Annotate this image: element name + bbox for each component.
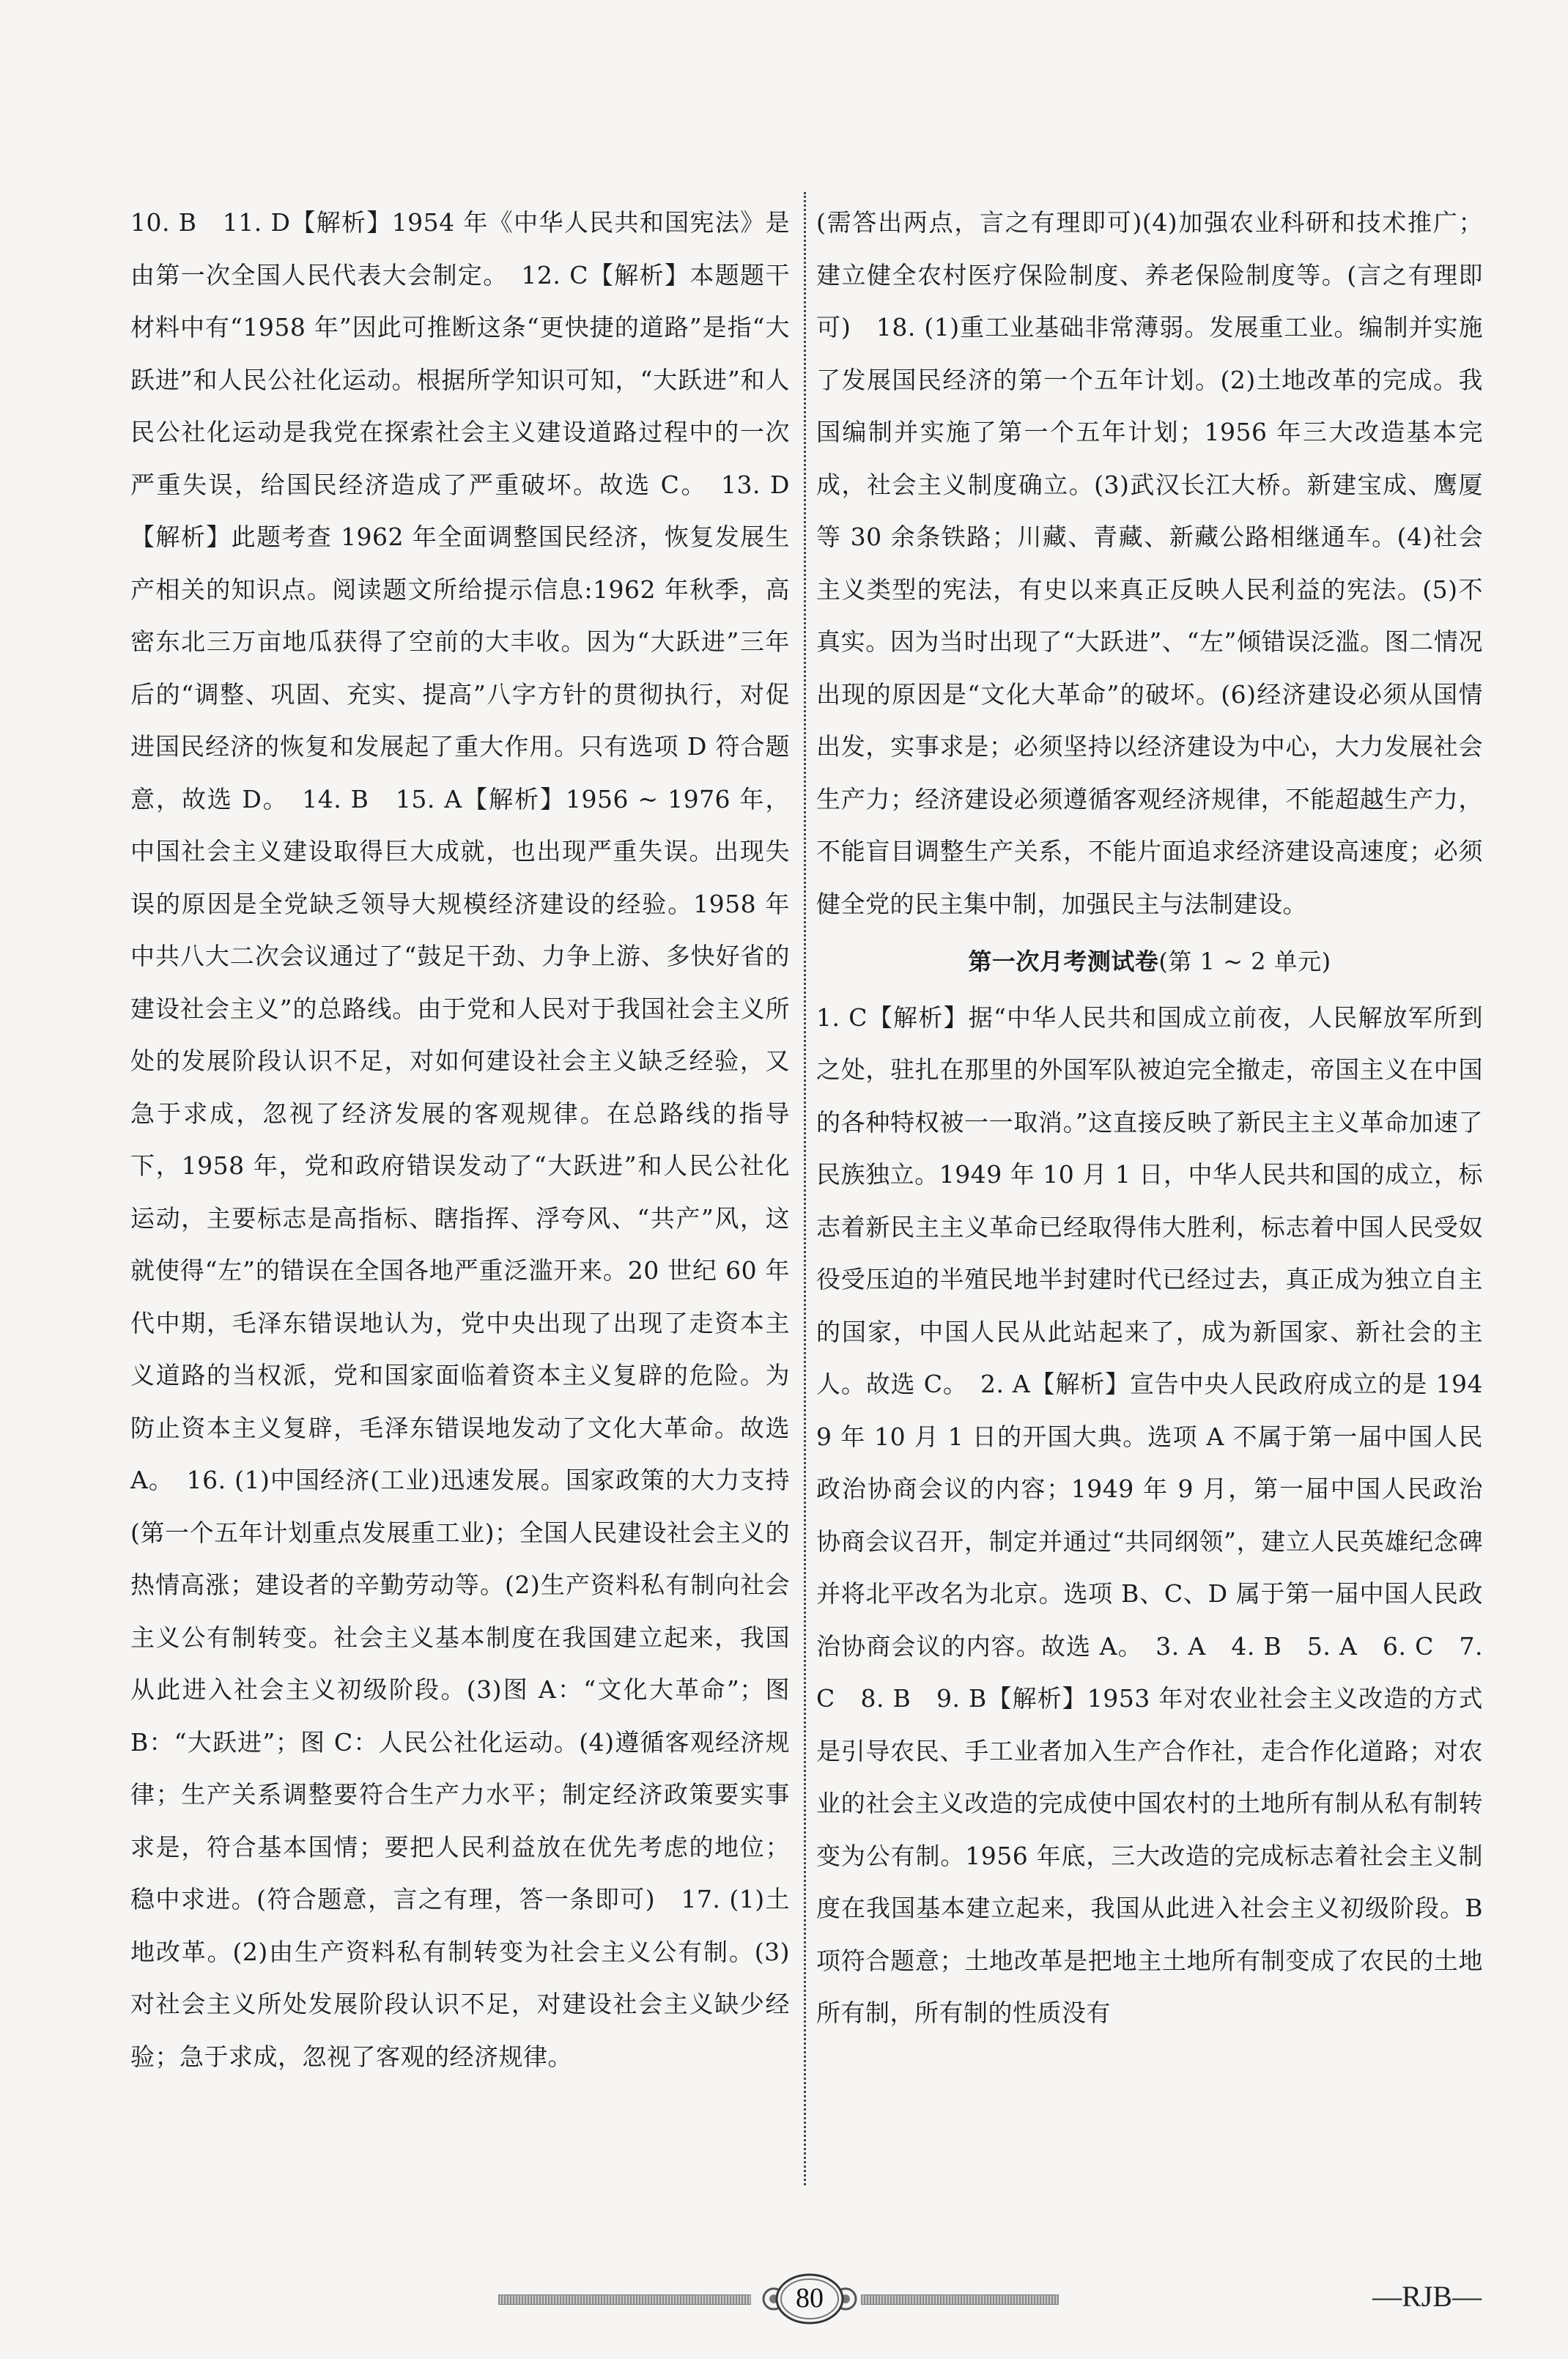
- right-paragraph-continued: (需答出两点，言之有理即可)(4)加强农业科研和技术推广；建立健全农村医疗保险制度、养老保险制度等。(言之有理即可) 18. (1)重工业基础非常薄弱。发展重工业。编制并实施了发展国民经济的第一个五年计划。(2)土地改革的完成。我国编制并实施了第一个五年计划；1956 年三大改造基本完成，社会主义制度确立。(3)武汉长江大桥。新建宝成、鹰厦等 30 余条铁路；川藏、青藏、新藏公路相继通车。(4)社会主义类型的宪法，有史以来真正反映人民利益的宪法。(5)不真实。因为当时出现了“大跃进”、“左”倾错误泛滥。图二情况出现的原因是“文化大革命”的破坏。(6)经济建设必须从国情出发，实事求是；必须坚持以经济建设为中心，大力发展社会生产力；经济建设必须遵循客观经济规律，不能超越生产力，不能盲目调整生产关系，不能片面追求经济建设高速度；必须健全党的民主集中制，加强民主与法制建设。: [816, 208, 1483, 918]
- section-heading-units: (第 1 ~ 2 单元): [1158, 948, 1331, 975]
- column-divider: [804, 192, 806, 2185]
- right-column: [816, 196, 1483, 2039]
- page-number: 80: [796, 2283, 824, 2314]
- right-paragraph-answers: 1. C【解析】据“中华人民共和国成立前夜，人民解放军所到之处，驻扎在那里的外国军队被迫完全撤走，帝国主义在中国的各种特权被一一取消。”这直接反映了新民主主义革命加速了民族独立。1949 年 10 月 1 日，中华人民共和国的成立，标志着新民主主义革命已经取得伟大胜利，标志着中国人民受奴役受压迫的半殖民地半封建时代已经过去，真正成为独立自主的国家，中国人民从此站起来了，成为新国家、新社会的主人。故选 C。 2. A【解析】宣告中央人民政府成立的是 1949 年 10 月 1 日的开国大典。选项 A 不属于第一届中国人民政治协商会议的内容；1949 年 9 月，第一届中国人民政治协商会议召开，制定并通过“共同纲领”，建立人民英雄纪念碑并将北平改名为北京。选项 B、C、D 属于第一届中国人民政治协商会议的内容。故选 A。 3. A 4. B 5. A 6. C 7. C 8. B 9. B【解析】1953 年对农业社会主义改造的方式是引导农民、手工业者加入生产合作社，走合作化道路；对农业的社会主义改造的完成使中国农村的土地所有制从私有制转变为公有制。1956 年底，三大改造的完成标志着社会主义制度在我国基本建立起来，我国从此进入社会主义初级阶段。B 项符合题意；土地改革是把地主土地所有制变成了农民的土地所有制，所有制的性质没有: [816, 1003, 1483, 2027]
- page-footer: [0, 2264, 1568, 2338]
- footer-ornament-band-right: [861, 2295, 1059, 2305]
- left-column: [130, 196, 790, 2083]
- section-heading: [816, 936, 1483, 989]
- footer-ornament-band-left: [498, 2295, 751, 2305]
- edition-label: —RJB—: [1372, 2280, 1482, 2313]
- section-heading-title: 第一次月考测试卷: [968, 948, 1159, 975]
- left-paragraph: 10. B 11. D【解析】1954 年《中华人民共和国宪法》是由第一次全国人民代表大会制定。 12. C【解析】本题题干材料中有“1958 年”因此可推断这条“更快捷的道路”是指“大跃进”和人民公社化运动。根据所学知识可知，“大跃进”和人民公社化运动是我党在探索社会主义建设道路过程中的一次严重失误，给国民经济造成了严重破坏。故选 C。 13. D【解析】此题考查 1962 年全面调整国民经济，恢复发展生产相关的知识点。阅读题文所给提示信息:1962 年秋季，高密东北三万亩地瓜获得了空前的大丰收。因为“大跃进”三年后的“调整、巩固、充实、提高”八字方针的贯彻执行，对促进国民经济的恢复和发展起了重大作用。只有选项 D 符合题意，故选 D。 14. B 15. A【解析】1956 ~ 1976 年，中国社会主义建设取得巨大成就，也出现严重失误。出现失误的原因是全党缺乏领导大规模经济建设的经验。1958 年中共八大二次会议通过了“鼓足干劲、力争上游、多快好省的建设社会主义”的总路线。由于党和人民对于我国社会主义所处的发展阶段认识不足，对如何建设社会主义缺乏经验，又急于求成，忽视了经济发展的客观规律。在总路线的指导下，1958 年，党和政府错误发动了“大跃进”和人民公社化运动，主要标志是高指标、瞎指挥、浮夸风、“共产”风，这就使得“左”的错误在全国各地严重泛滥开来。20 世纪 60 年代中期，毛泽东错误地认为，党中央出现了出现了走资本主义道路的当权派，党和国家面临着资本主义复辟的危险。为防止资本主义复辟，毛泽东错误地发动了文化大革命。故选 A。 16. (1)中国经济(工业)迅速发展。国家政策的大力支持(第一个五年计划重点发展重工业)；全国人民建设社会主义的热情高涨；建设者的辛勤劳动等。(2)生产资料私有制向社会主义公有制转变。社会主义基本制度在我国建立起来，我国从此进入社会主义初级阶段。(3)图 A：“文化大革命”；图 B：“大跃进”；图 C：人民公社化运动。(4)遵循客观经济规律；生产关系调整要符合生产力水平；制定经济政策要实事求是，符合基本国情；要把人民利益放在优先考虑的地位；稳中求进。(符合题意，言之有理，答一条即可) 17. (1)土地改革。(2)由生产资料私有制转变为社会主义公有制。(3)对社会主义所处发展阶段认识不足，对建设社会主义缺少经验；急于求成，忽视了客观的经济规律。: [130, 208, 790, 2071]
